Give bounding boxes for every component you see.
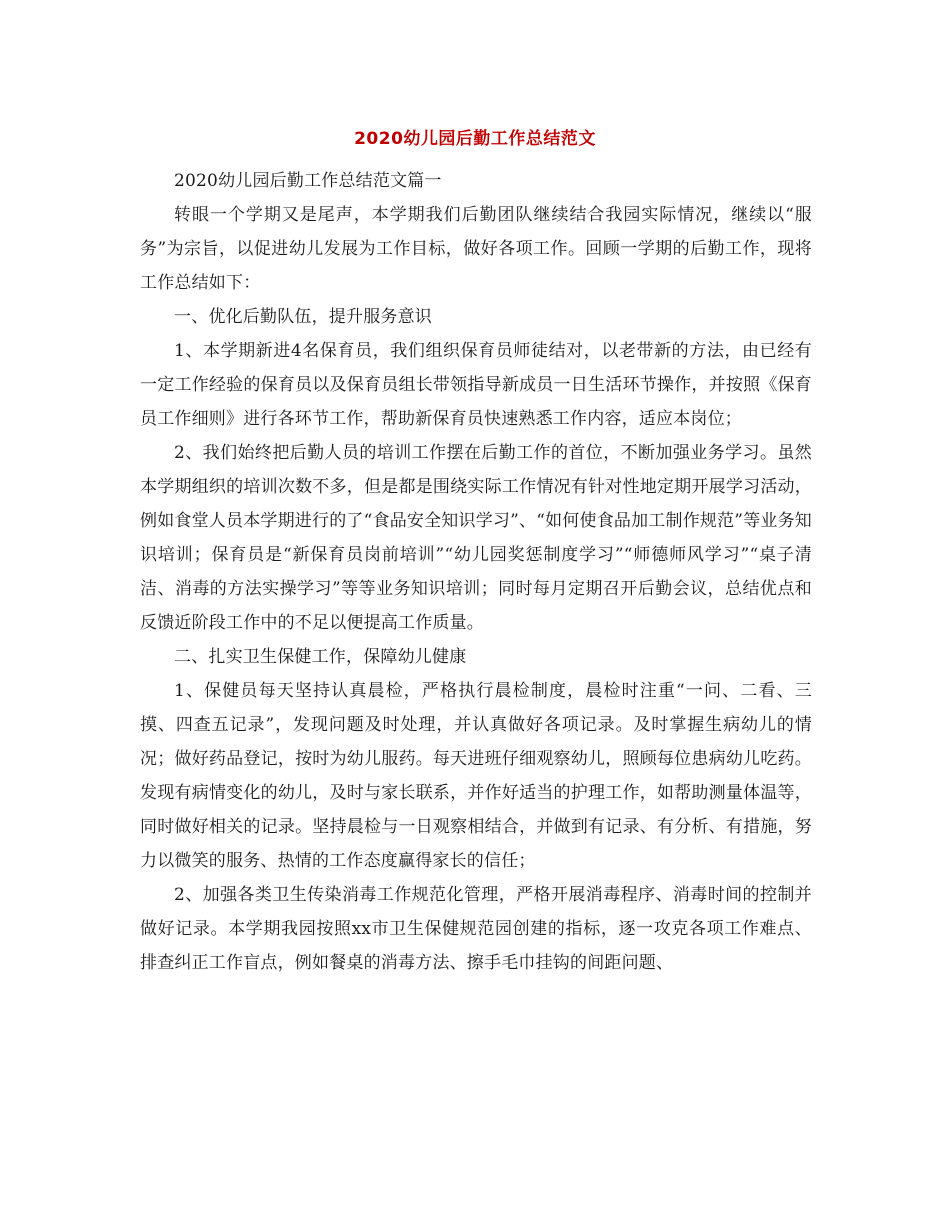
subtitle-paragraph: 2020幼儿园后勤工作总结范文篇一 <box>174 171 442 191</box>
document-title: 2020幼儿园后勤工作总结范文 <box>354 129 596 149</box>
body-paragraph: 1、保健员每天坚持认真晨检，严格执行晨检制度，晨检时注重“一问、二看、三摸、四查五记录”，发现问题及时处理，并认真做好各项记录。及时掌握生病幼儿的情况；做好药品登记，按时为幼儿服药。每天进班仔细观察幼儿，照顾每位患病幼儿吃药。发现有病情变化的幼儿，及时与家长联系，并作好适当的护理工作，如帮助测量体温等，同时做好相关的记录。坚持晨检与一日观察相结合，并做到有记录、有分析、有措施，努力以微笑的服务、热情的工作态度赢得家长的信任； <box>140 681 812 871</box>
section-heading-2: 二、扎实卫生保健工作，保障幼儿健康 <box>174 647 467 667</box>
body-paragraph: 2、我们始终把后勤人员的培训工作摆在后勤工作的首位，不断加强业务学习。虽然本学期组织的培训次数不多，但是都是围绕实际工作情况有针对性地定期开展学习活动，例如食堂人员本学期进行的了“食品安全知识学习”、“如何使食品加工制作规范”等业务知识培训；保育员是“新保育员岗前培训”“幼儿园奖惩制度学习”“师德师风学习”“桌子清洁、消毒的方法实操学习”等等业务知识培训；同时每月定期召开后勤会议，总结优点和反馈近阶段工作中的不足以便提高工作质量。 <box>140 443 812 633</box>
intro-paragraph: 转眼一个学期又是尾声，本学期我们后勤团队继续结合我园实际情况，继续以“服务”为宗旨，以促进幼儿发展为工作目标，做好各项工作。回顾一学期的后勤工作，现将工作总结如下： <box>140 205 812 293</box>
body-paragraph: 2、加强各类卫生传染消毒工作规范化管理，严格开展消毒程序、消毒时间的控制并做好记录。本学期我园按照xx市卫生保健规范园创建的指标，逐一攻克各项工作难点、排查纠正工作盲点，例如餐桌的消毒方法、擦手毛巾挂钩的间距问题、 <box>140 885 812 973</box>
section-heading-1: 一、优化后勤队伍，提升服务意识 <box>174 307 432 327</box>
document-body <box>140 164 812 980</box>
body-paragraph: 1、本学期新进4名保育员，我们组织保育员师徒结对，以老带新的方法，由已经有一定工作经验的保育员以及保育员组长带领指导新成员一日生活环节操作，并按照《保育员工作细则》进行各环节工作，帮助新保育员快速熟悉工作内容，适应本岗位； <box>140 341 812 429</box>
